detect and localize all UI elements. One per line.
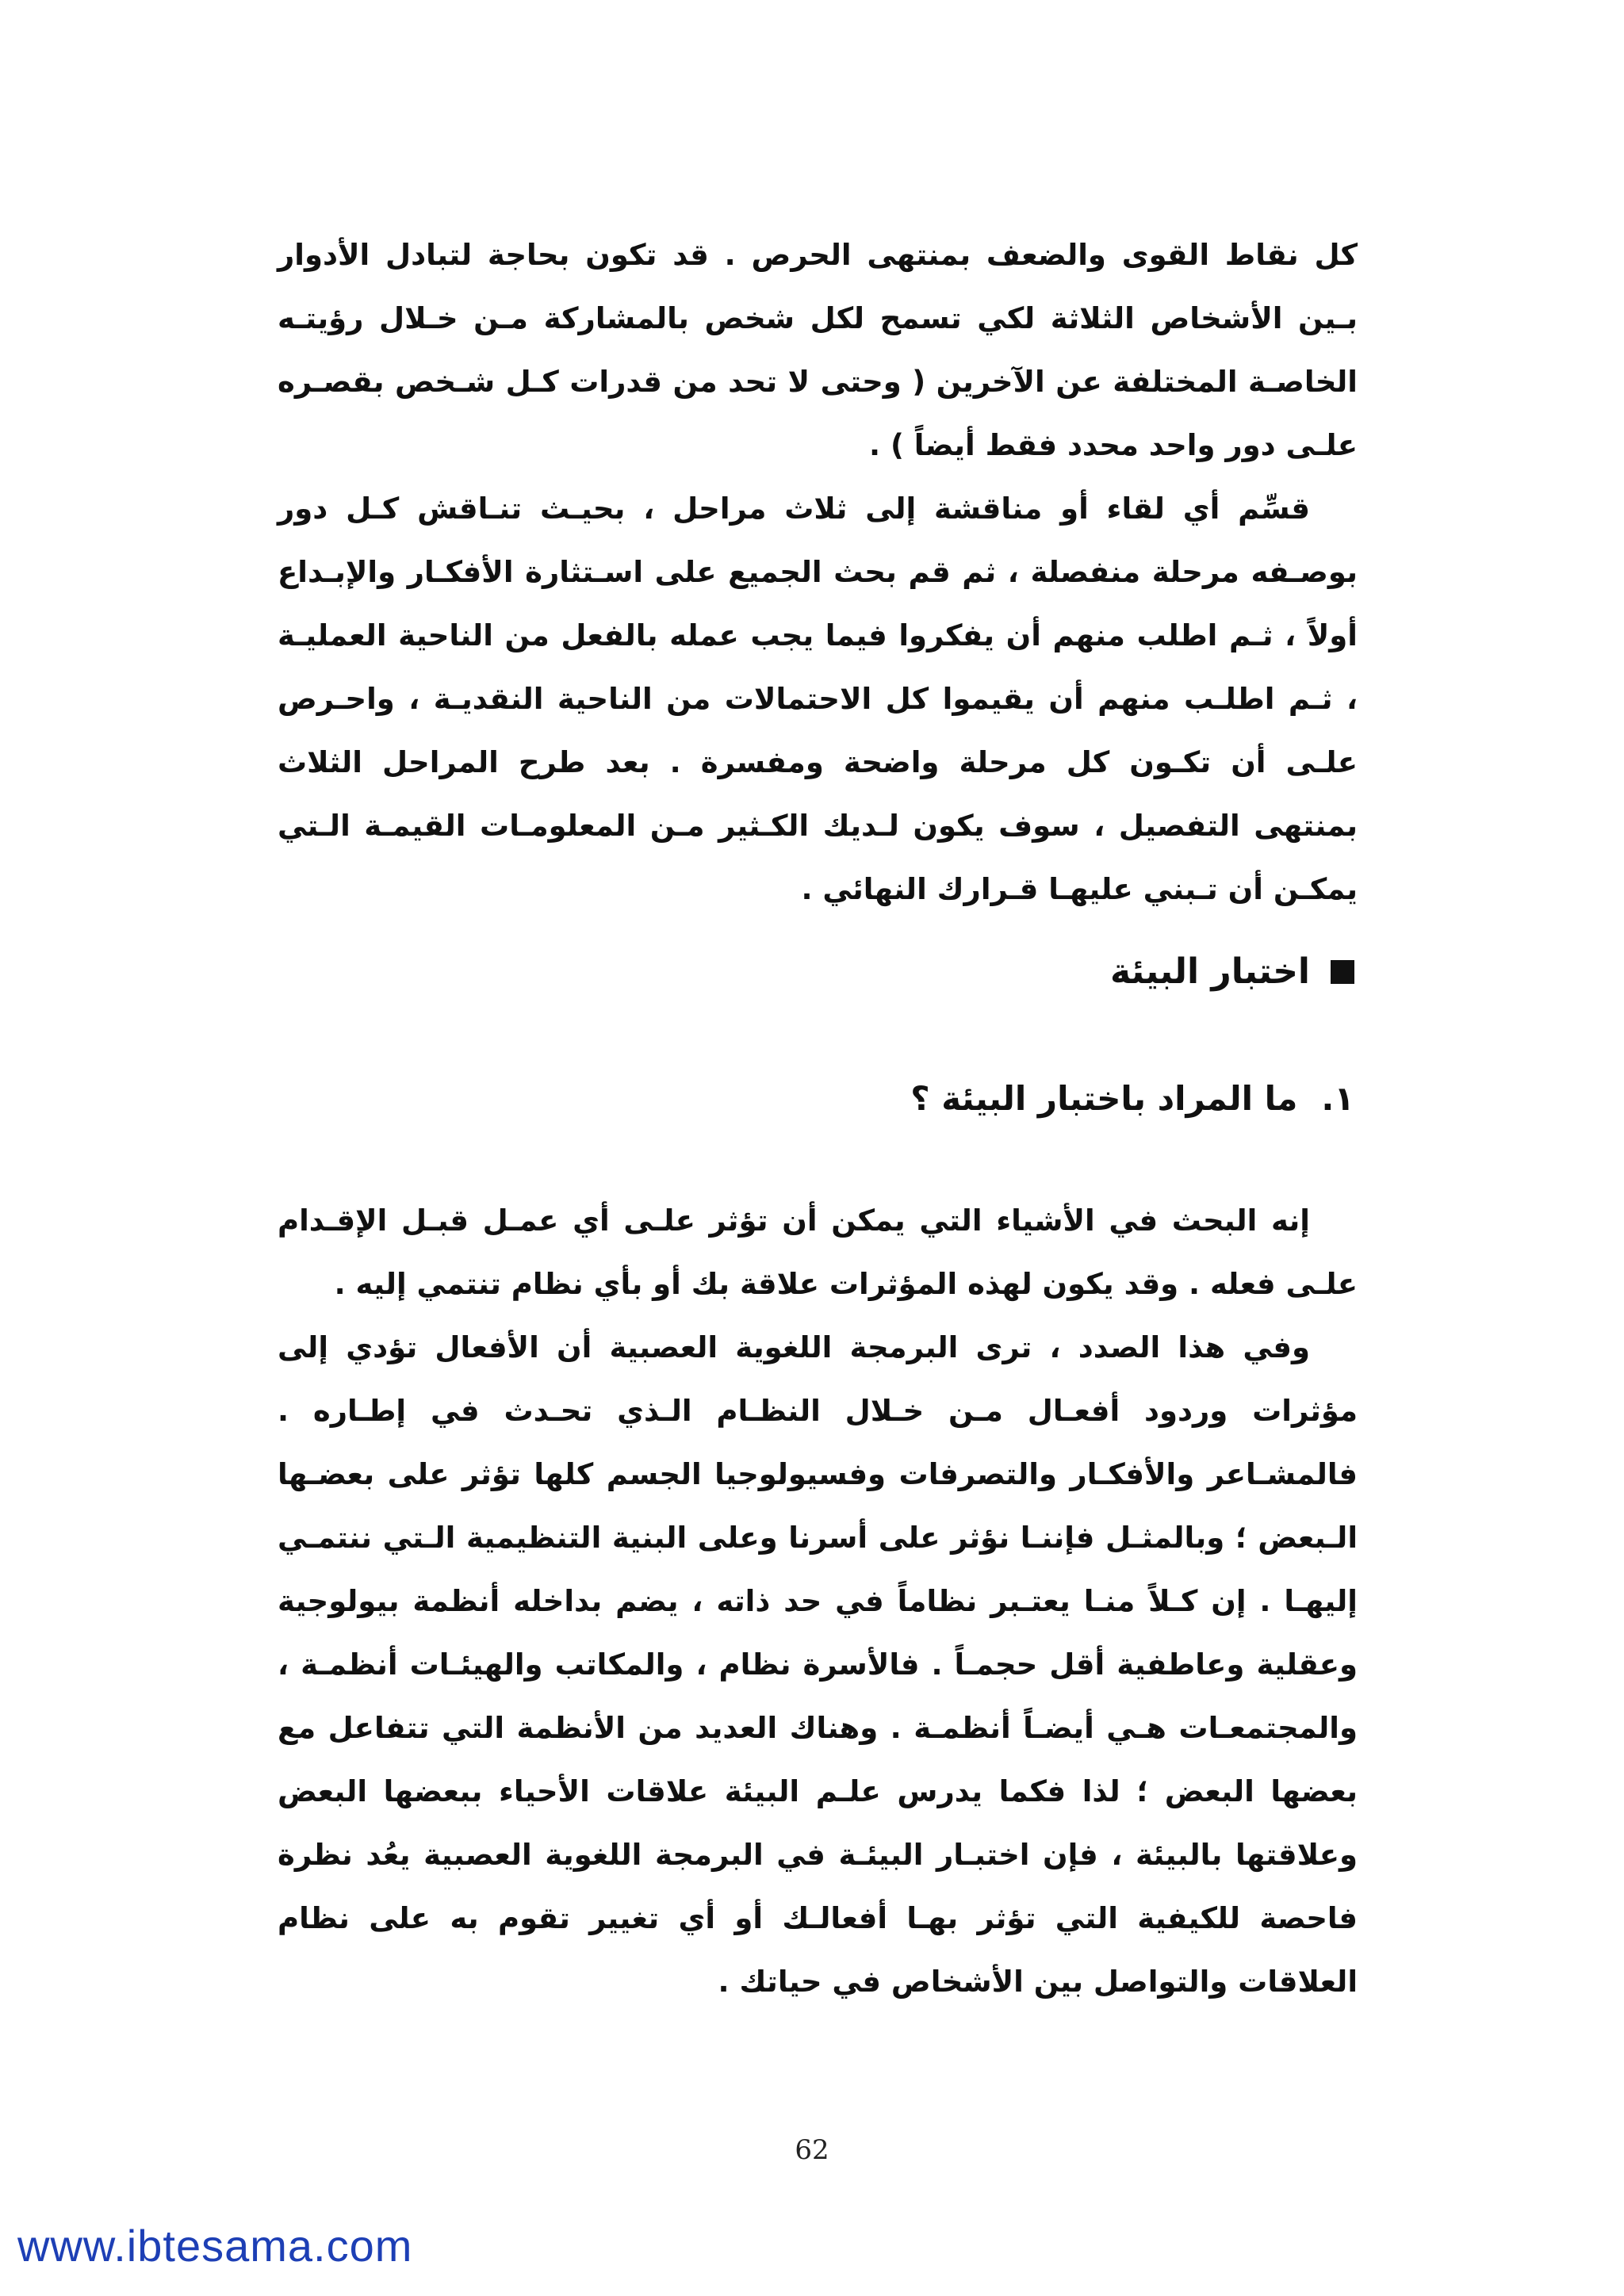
- section-heading-text: اختبار البيئة: [1109, 951, 1310, 992]
- page-number: 62: [795, 2134, 829, 2166]
- paragraph-systems: وفي هذا الصدد ، ترى البرمجة اللغوية العصبية أن الأفعال تؤدي إلى مؤثرات وردود أفعـال مـن خـلال النظـام الـذي تحـدث في إطـاره . فالمشـاعر والأفكـار والتصرفات وفسيولوجيا الجسم كلها تؤثر على بعضـها الـبعض ؛ وبالمثـل فإننـا نؤثر على أسرنا وعلى البنية التنظيمية الـتي ننتمـي إليهـا . إن كـلاً منـا يعتـبر نظاماً في حد ذاته ، يضم بداخله أنظمة بيولوجية وعقلية وعاطفية أقل حجمـاً . فالأسرة نظام ، والمكاتب والهيئـات أنظمـة ، والمجتمعـات هـي أيضـاً أنظمـة . وهناك العديد من الأنظمة التي تتفاعل مع بعضها البعض ؛ لذا فكما يدرس علـم البيئة علاقات الأحياء ببعضها البعض وعلاقتها بالبيئة ، فإن اختبـار البيئـة في البرمجة اللغوية العصبية يعُد نظرة فاحصة للكيفية التي تؤثر بهـا أفعالـك أو أي تغيير تقوم به على نظام العلاقات والتواصل بين الأشخاص في حياتك .: [278, 1330, 1358, 1999]
- watermark-url: www.ibtesama.com: [17, 2221, 413, 2271]
- question-text: ما المراد باختبار البيئة ؟: [910, 1079, 1298, 1118]
- body-text-block-top: [278, 224, 1358, 921]
- paragraph-roles: كل نقاط القوى والضعف بمنتهى الحرص . قد تكون بحاجة لتبادل الأدوار بـين الأشخاص الثلاثة لكي تسمح لكل شخص بالمشاركة مـن خـلال رؤيتـه الخاصـة المختلفة عن الآخرين ( وحتى لا تحد من قدرات كـل شـخص بقصـره علـى دور واحد محدد فقط أيضاً ) .: [278, 238, 1358, 462]
- body-text-block-bottom: [278, 1189, 1358, 2014]
- question-number: ١.: [1321, 1079, 1354, 1118]
- paragraph-three-stages: قسِّم أي لقاء أو مناقشة إلى ثلاث مراحل ، بحيـث تنـاقش كـل دور بوصـفه مرحلة منفصلة ، ثم قم بحث الجميع على اسـتثارة الأفكـار والإبـداع أولاً ، ثـم اطلب منهم أن يفكروا فيما يجب عمله بالفعل من الناحية العمليـة ، ثـم اطلـب منهم أن يقيموا كل الاحتمالات من الناحية النقديـة ، واحـرص علـى أن تكـون كل مرحلة واضحة ومفسرة . بعد طرح المراحل الثلاث بمنتهى التفصيل ، سوف يكون لـديك الكـثير مـن المعلومـات القيمـة الـتي يمكـن أن تـبني عليهـا قـرارك النهائي .: [278, 492, 1358, 906]
- square-bullet-icon: [1331, 960, 1354, 984]
- question-heading: [910, 1075, 1354, 1123]
- section-heading: [1110, 948, 1354, 996]
- paragraph-definition: إنه البحث في الأشياء التي يمكن أن تؤثر علـى أي عمـل قبـل الإقـدام علـى فعله . وقد يكون لهذه المؤثرات علاقة بك أو بأي نظام تنتمي إليه .: [278, 1203, 1358, 1301]
